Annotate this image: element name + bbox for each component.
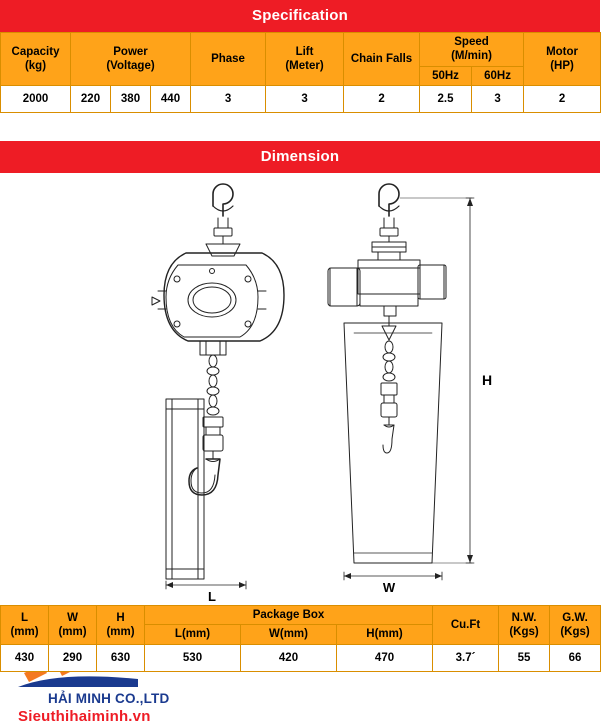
header-motor-unit: (HP) bbox=[550, 60, 574, 73]
cell-voltage-220: 220 bbox=[71, 86, 111, 113]
cell-pkg-l: 530 bbox=[145, 644, 241, 671]
cell-speed-50hz: 2.5 bbox=[420, 86, 472, 113]
right-view-load-chain bbox=[383, 341, 395, 381]
header-gw-label: G.W. bbox=[562, 611, 588, 624]
header-nw-label: N.W. bbox=[511, 611, 537, 624]
dimension-label-l: L bbox=[208, 589, 216, 605]
cell-voltage-440: 440 bbox=[151, 86, 191, 113]
cell-pkg-w: 420 bbox=[241, 644, 337, 671]
header-dim-w bbox=[49, 606, 97, 645]
spacer-1 bbox=[0, 113, 600, 141]
header-speed-unit: (M/min) bbox=[451, 50, 492, 63]
dim-data-row bbox=[1, 644, 601, 671]
header-gw-unit: (Kgs) bbox=[560, 625, 590, 638]
header-capacity bbox=[1, 33, 71, 86]
header-dim-l bbox=[1, 606, 49, 645]
cell-pkg-h: 470 bbox=[337, 644, 433, 671]
header-package-box: Package Box bbox=[145, 606, 433, 625]
logo-website: Sieuthihaiminh.vn bbox=[18, 708, 151, 725]
header-lift-unit: (Meter) bbox=[285, 60, 324, 73]
left-view-load-chain bbox=[207, 355, 219, 415]
header-speed-50hz: 50Hz bbox=[420, 66, 472, 85]
header-chain-falls-label: Chain Falls bbox=[350, 52, 413, 65]
specification-table bbox=[0, 32, 601, 113]
bottom-table-wrap bbox=[0, 605, 600, 672]
hoist-technical-drawing bbox=[0, 173, 600, 605]
specification-banner: Specification bbox=[0, 0, 600, 32]
header-lift bbox=[266, 33, 344, 86]
cell-dim-w: 290 bbox=[49, 644, 97, 671]
header-pkg-w: W(mm) bbox=[241, 625, 337, 644]
dimension-table bbox=[0, 605, 601, 672]
header-dim-w-label: W bbox=[67, 611, 78, 624]
left-view-chain-container bbox=[166, 399, 204, 579]
header-dim-l-unit: (mm) bbox=[10, 625, 39, 638]
header-lift-label: Lift bbox=[295, 45, 314, 58]
header-capacity-unit: (kg) bbox=[24, 60, 47, 73]
cell-cuft: 3.7´ bbox=[433, 644, 499, 671]
header-dim-w-unit: (mm) bbox=[58, 625, 87, 638]
header-motor bbox=[524, 33, 601, 86]
header-nw-unit: (Kgs) bbox=[509, 625, 539, 638]
logo-company-name: HẢI MINH CO.,LTD bbox=[48, 691, 170, 707]
cell-motor: 2 bbox=[524, 86, 601, 113]
header-speed bbox=[420, 33, 524, 67]
right-view-chain-container bbox=[344, 323, 442, 563]
header-capacity-label: Capacity bbox=[11, 45, 60, 58]
right-view-bottom-hook bbox=[381, 383, 397, 453]
header-power-unit: (Voltage) bbox=[106, 60, 155, 73]
cell-gw: 66 bbox=[550, 644, 601, 671]
spec-data-row bbox=[1, 86, 601, 113]
left-view-bottom-hook bbox=[189, 417, 223, 495]
header-chain-falls bbox=[344, 33, 420, 86]
dimension-banner: Dimension bbox=[0, 141, 600, 173]
cell-speed-60hz: 3 bbox=[472, 86, 524, 113]
dimension-w-line bbox=[344, 572, 442, 580]
cell-phase: 3 bbox=[191, 86, 266, 113]
header-power-label: Power bbox=[113, 45, 148, 58]
header-dim-h-unit: (mm) bbox=[106, 625, 135, 638]
dimension-label-w: W bbox=[382, 580, 396, 596]
dimension-l-line bbox=[166, 581, 246, 589]
header-dim-h-label: H bbox=[116, 611, 125, 624]
header-speed-60hz: 60Hz bbox=[472, 66, 524, 85]
spec-header-row-1 bbox=[1, 33, 601, 67]
header-phase-label: Phase bbox=[211, 52, 245, 65]
header-cuft: Cu.Ft bbox=[433, 606, 499, 645]
dimension-h-line bbox=[400, 198, 474, 563]
header-gw bbox=[550, 606, 601, 645]
dim-header-row-1 bbox=[1, 606, 601, 625]
dimension-label-h: H bbox=[481, 372, 493, 389]
cell-nw: 55 bbox=[499, 644, 550, 671]
header-speed-label: Speed bbox=[454, 36, 489, 48]
header-pkg-h: H(mm) bbox=[337, 625, 433, 644]
cell-voltage-380: 380 bbox=[111, 86, 151, 113]
right-view-side bbox=[328, 184, 446, 340]
cell-dim-h: 630 bbox=[97, 644, 145, 671]
header-power bbox=[71, 33, 191, 86]
header-motor-label: Motor bbox=[546, 45, 578, 58]
cell-lift: 3 bbox=[266, 86, 344, 113]
cell-dim-l: 430 bbox=[1, 644, 49, 671]
header-dim-l-label: L bbox=[20, 611, 29, 624]
cell-capacity: 2000 bbox=[1, 86, 71, 113]
header-pkg-l: L(mm) bbox=[145, 625, 241, 644]
cell-chain-falls: 2 bbox=[344, 86, 420, 113]
header-nw bbox=[499, 606, 550, 645]
header-phase bbox=[191, 33, 266, 86]
left-view-front bbox=[152, 184, 284, 355]
header-dim-h bbox=[97, 606, 145, 645]
